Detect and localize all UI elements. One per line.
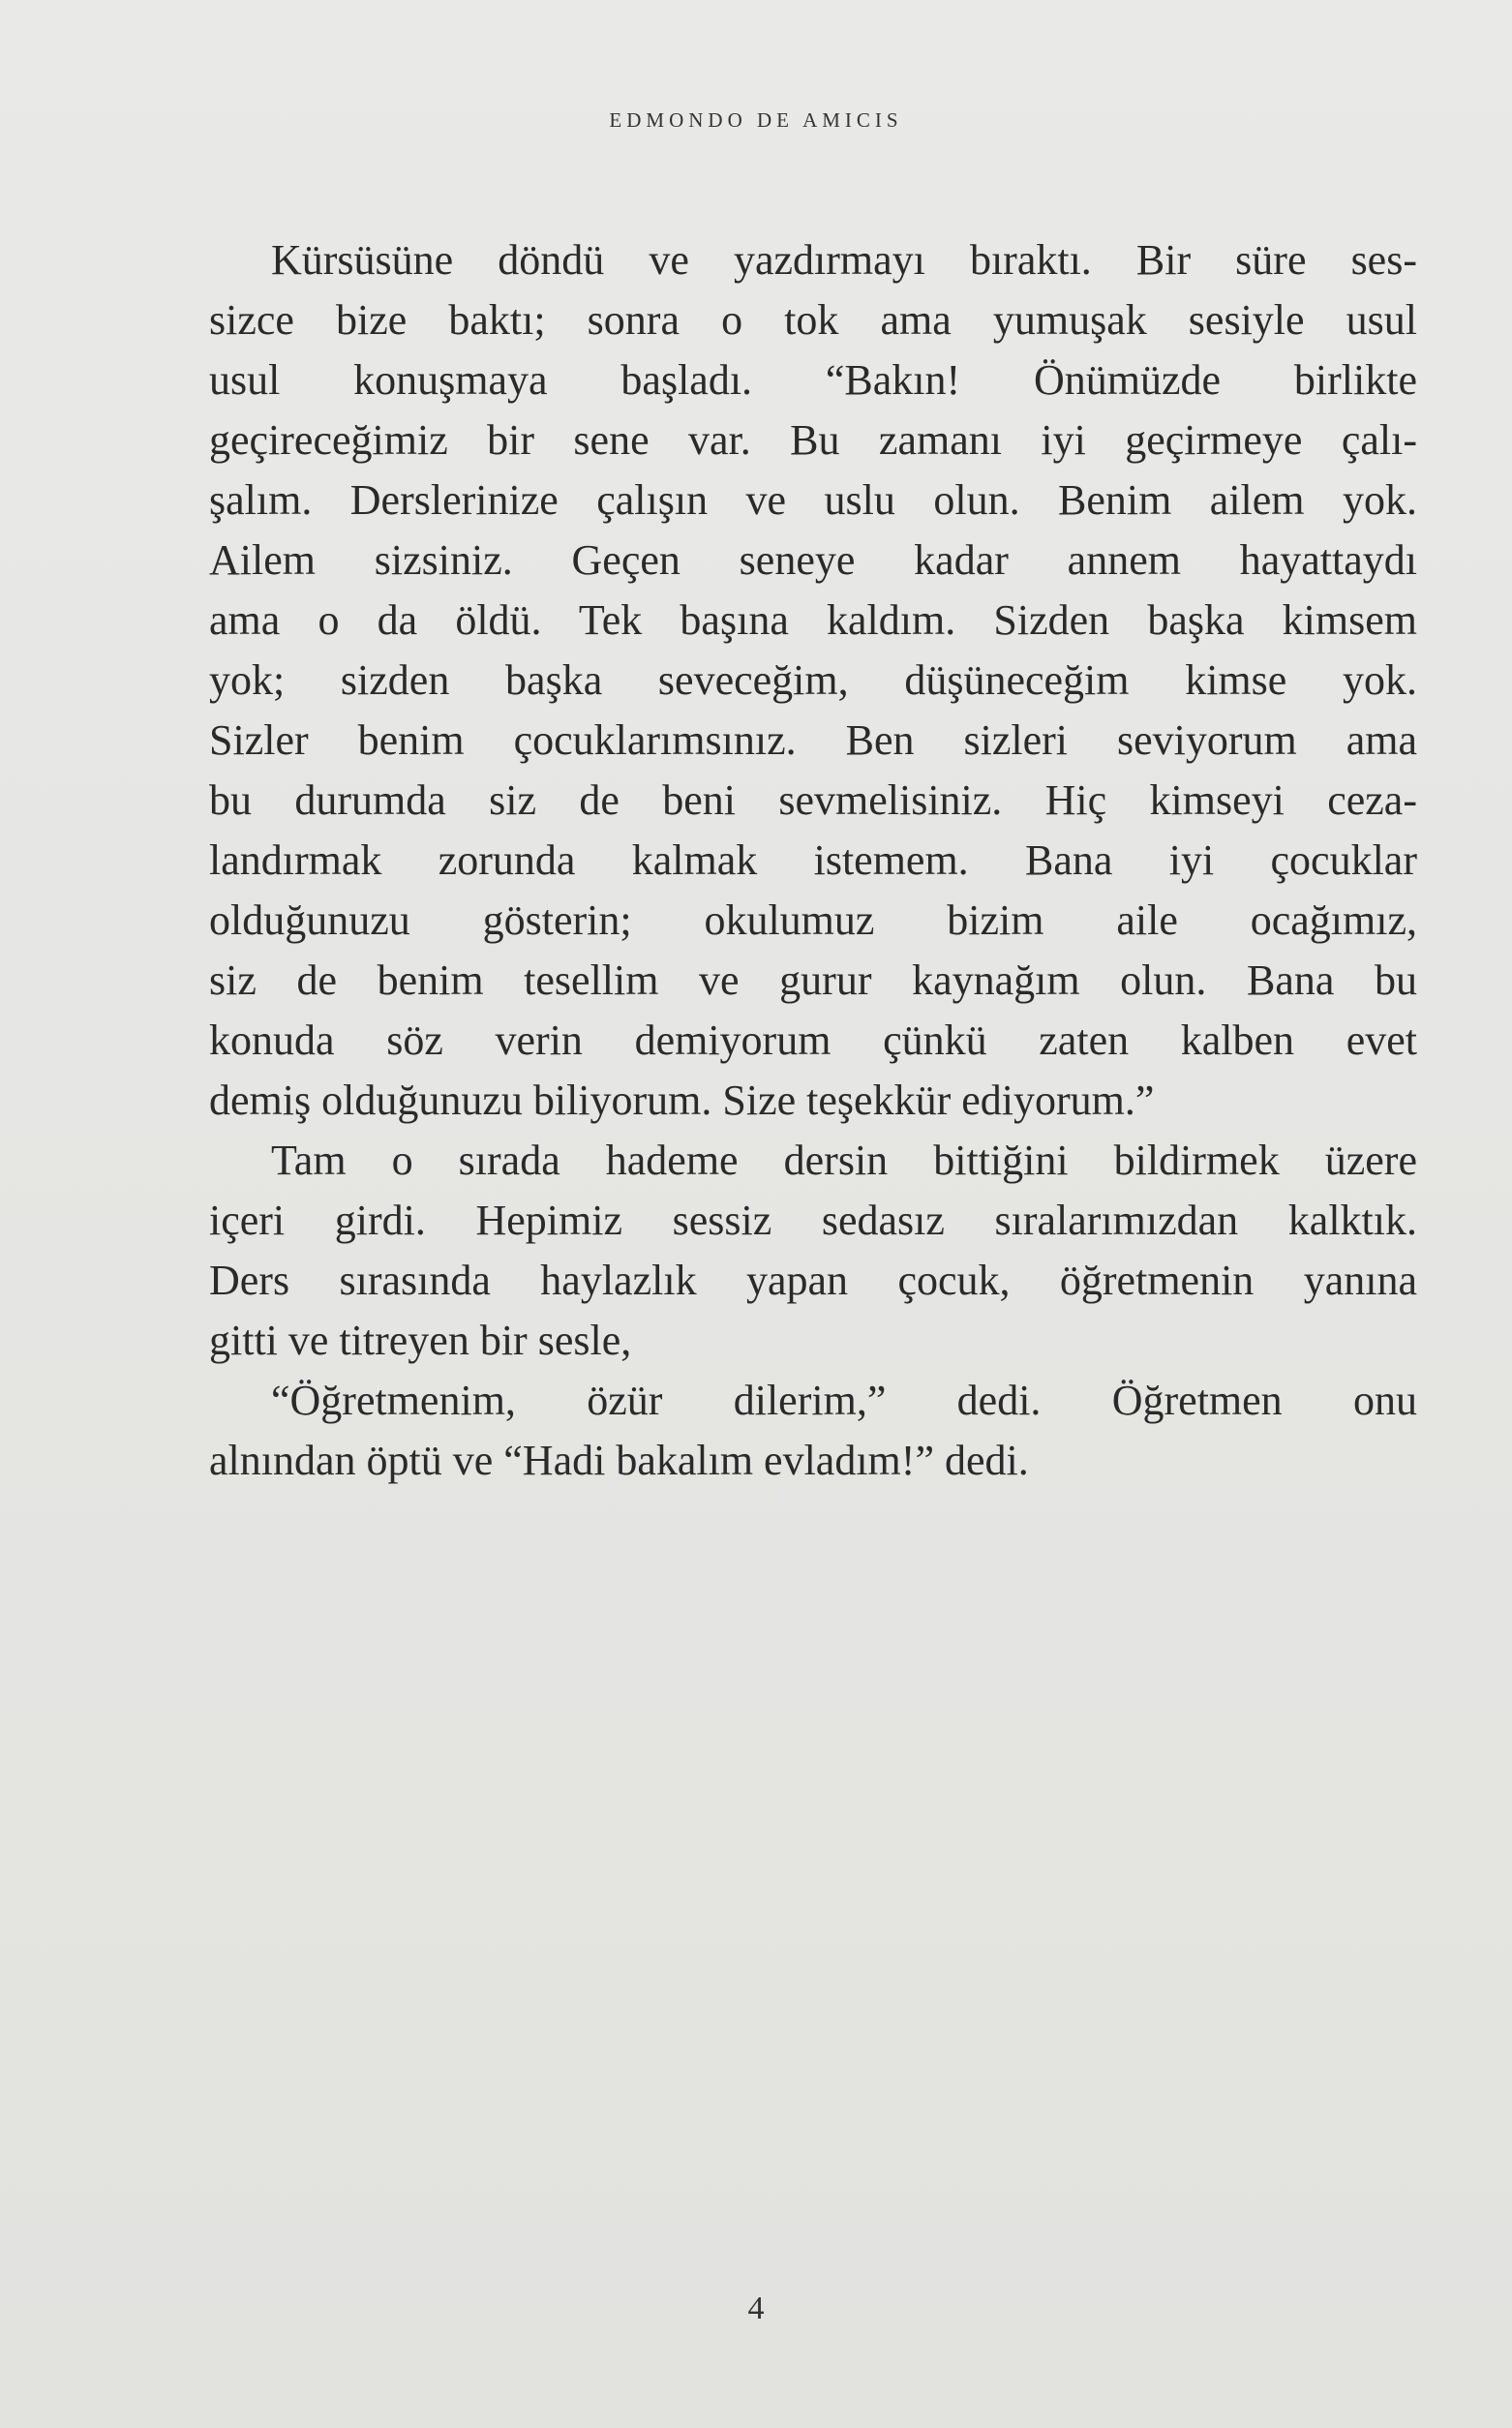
text-line: “Öğretmenim, özür dilerim,” dedi. Öğretmen onu <box>271 1377 1417 1424</box>
text-line: geçireceğimiz bir sene var. Bu zamanı iyi geçirmeye çalı- <box>209 416 1417 464</box>
text-line: landırmak zorunda kalmak istemem. Bana iyi çocuklar <box>209 836 1417 884</box>
text-line: yok; sizden başka seveceğim, düşüneceğim kimse yok. <box>209 656 1417 704</box>
text-line: Sizler benim çocuklarımsınız. Ben sizleri seviyorum ama <box>209 716 1417 764</box>
body-text <box>209 230 1417 1491</box>
text-line: içeri girdi. Hepimiz sessiz sedasız sıralarımızdan kalktık. <box>209 1197 1417 1244</box>
text-line: sizce bize baktı; sonra o tok ama yumuşak sesiyle usul <box>209 296 1417 344</box>
text-line: Kürsüsüne döndü ve yazdırmayı bıraktı. Bir süre ses- <box>271 236 1417 284</box>
page-number: 4 <box>747 2291 765 2326</box>
text-line: bu durumda siz de beni sevmelisiniz. Hiç kimseyi ceza- <box>209 776 1417 824</box>
text-line: demiş olduğunuzu biliyorum. Size teşekkür ediyorum.” <box>209 1077 1155 1124</box>
text-line: ama o da öldü. Tek başına kaldım. Sizden başka kimsem <box>209 596 1417 644</box>
text-line: usul konuşmaya başladı. “Bakın! Önümüzde birlikte <box>209 356 1417 404</box>
text-line: siz de benim tesellim ve gurur kaynağım olun. Bana bu <box>209 956 1417 1004</box>
text-line: Tam o sırada hademe dersin bittiğini bildirmek üzere <box>271 1137 1417 1184</box>
text-line: şalım. Derslerinize çalışın ve uslu olun. Benim ailem yok. <box>209 476 1417 524</box>
running-head: EDMONDO DE AMICIS <box>609 108 903 132</box>
text-line: Ailem sizsiniz. Geçen seneye kadar annem hayattaydı <box>209 536 1417 584</box>
text-line: olduğunuzu gösterin; okulumuz bizim aile ocağımız, <box>209 896 1417 944</box>
text-line: konuda söz verin demiyorum çünkü zaten kalben evet <box>209 1017 1417 1064</box>
text-line: Ders sırasında haylazlık yapan çocuk, öğretmenin yanına <box>209 1257 1417 1304</box>
text-line: alnından öptü ve “Hadi bakalım evladım!” dedi. <box>209 1437 1029 1484</box>
text-line: gitti ve titreyen bir sesle, <box>209 1317 632 1364</box>
